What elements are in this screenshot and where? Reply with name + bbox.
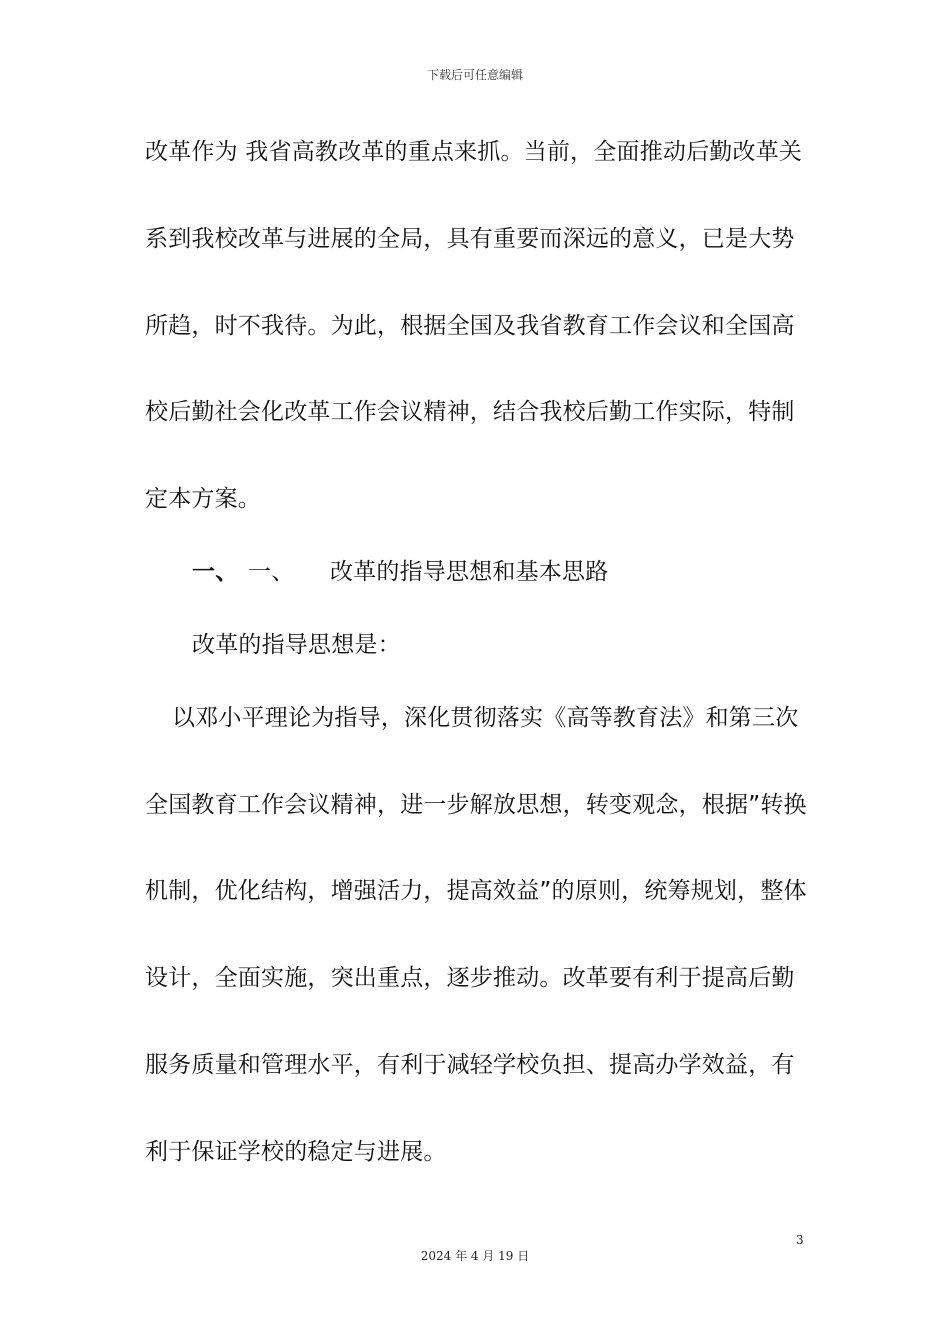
paragraph-line: 所趋，时不我待。为此，根据全国及我省教育工作会议和全国高 [145,313,795,339]
paragraph-line: 利于保证学校的稳定与进展。 [145,1139,447,1165]
paragraph-line: 服务质量和管理水平，有利于减轻学校负担、提高办学效益，有 [145,1052,795,1078]
paragraph-line: 以邓小平理论为指导，深化贯彻落实《高等教育法》和第三次 [172,705,799,731]
paragraph-line: 系到我校改革与进展的全局，具有重要而深远的意义，已是大势 [145,226,795,252]
paragraph-line: 全国教育工作会议精神，进一步解放思想，转变观念，根据”转换 [145,792,807,818]
page-footer-date: 2024 年 4 月 19 日 [420,1249,530,1263]
page-number: 3 [796,1233,804,1247]
subheading: 改革的指导思想是： [192,632,401,658]
section-title: 改革的指导思想和基本思路 [330,559,609,585]
paragraph-line: 机制，优化结构，增强活力，提高效益”的原则，统筹规划，整体 [145,878,807,904]
section-subnumber: 一、 [248,559,295,585]
section-number: 一、 [192,559,239,585]
paragraph-line: 改革作为 我省高教改革的重点来抓。当前，全面推动后勤改革关 [145,139,803,165]
section-heading [192,557,872,587]
paragraph-line: 校后勤社会化改革工作会议精神，结合我校后勤工作实际，特制 [145,399,795,425]
paragraph-line: 设计，全面实施，突出重点，逐步推动。改革要有利于提高后勤 [145,965,795,991]
paragraph-line: 定本方案。 [145,486,261,512]
page-header: 下载后可任意编辑 [426,68,523,82]
